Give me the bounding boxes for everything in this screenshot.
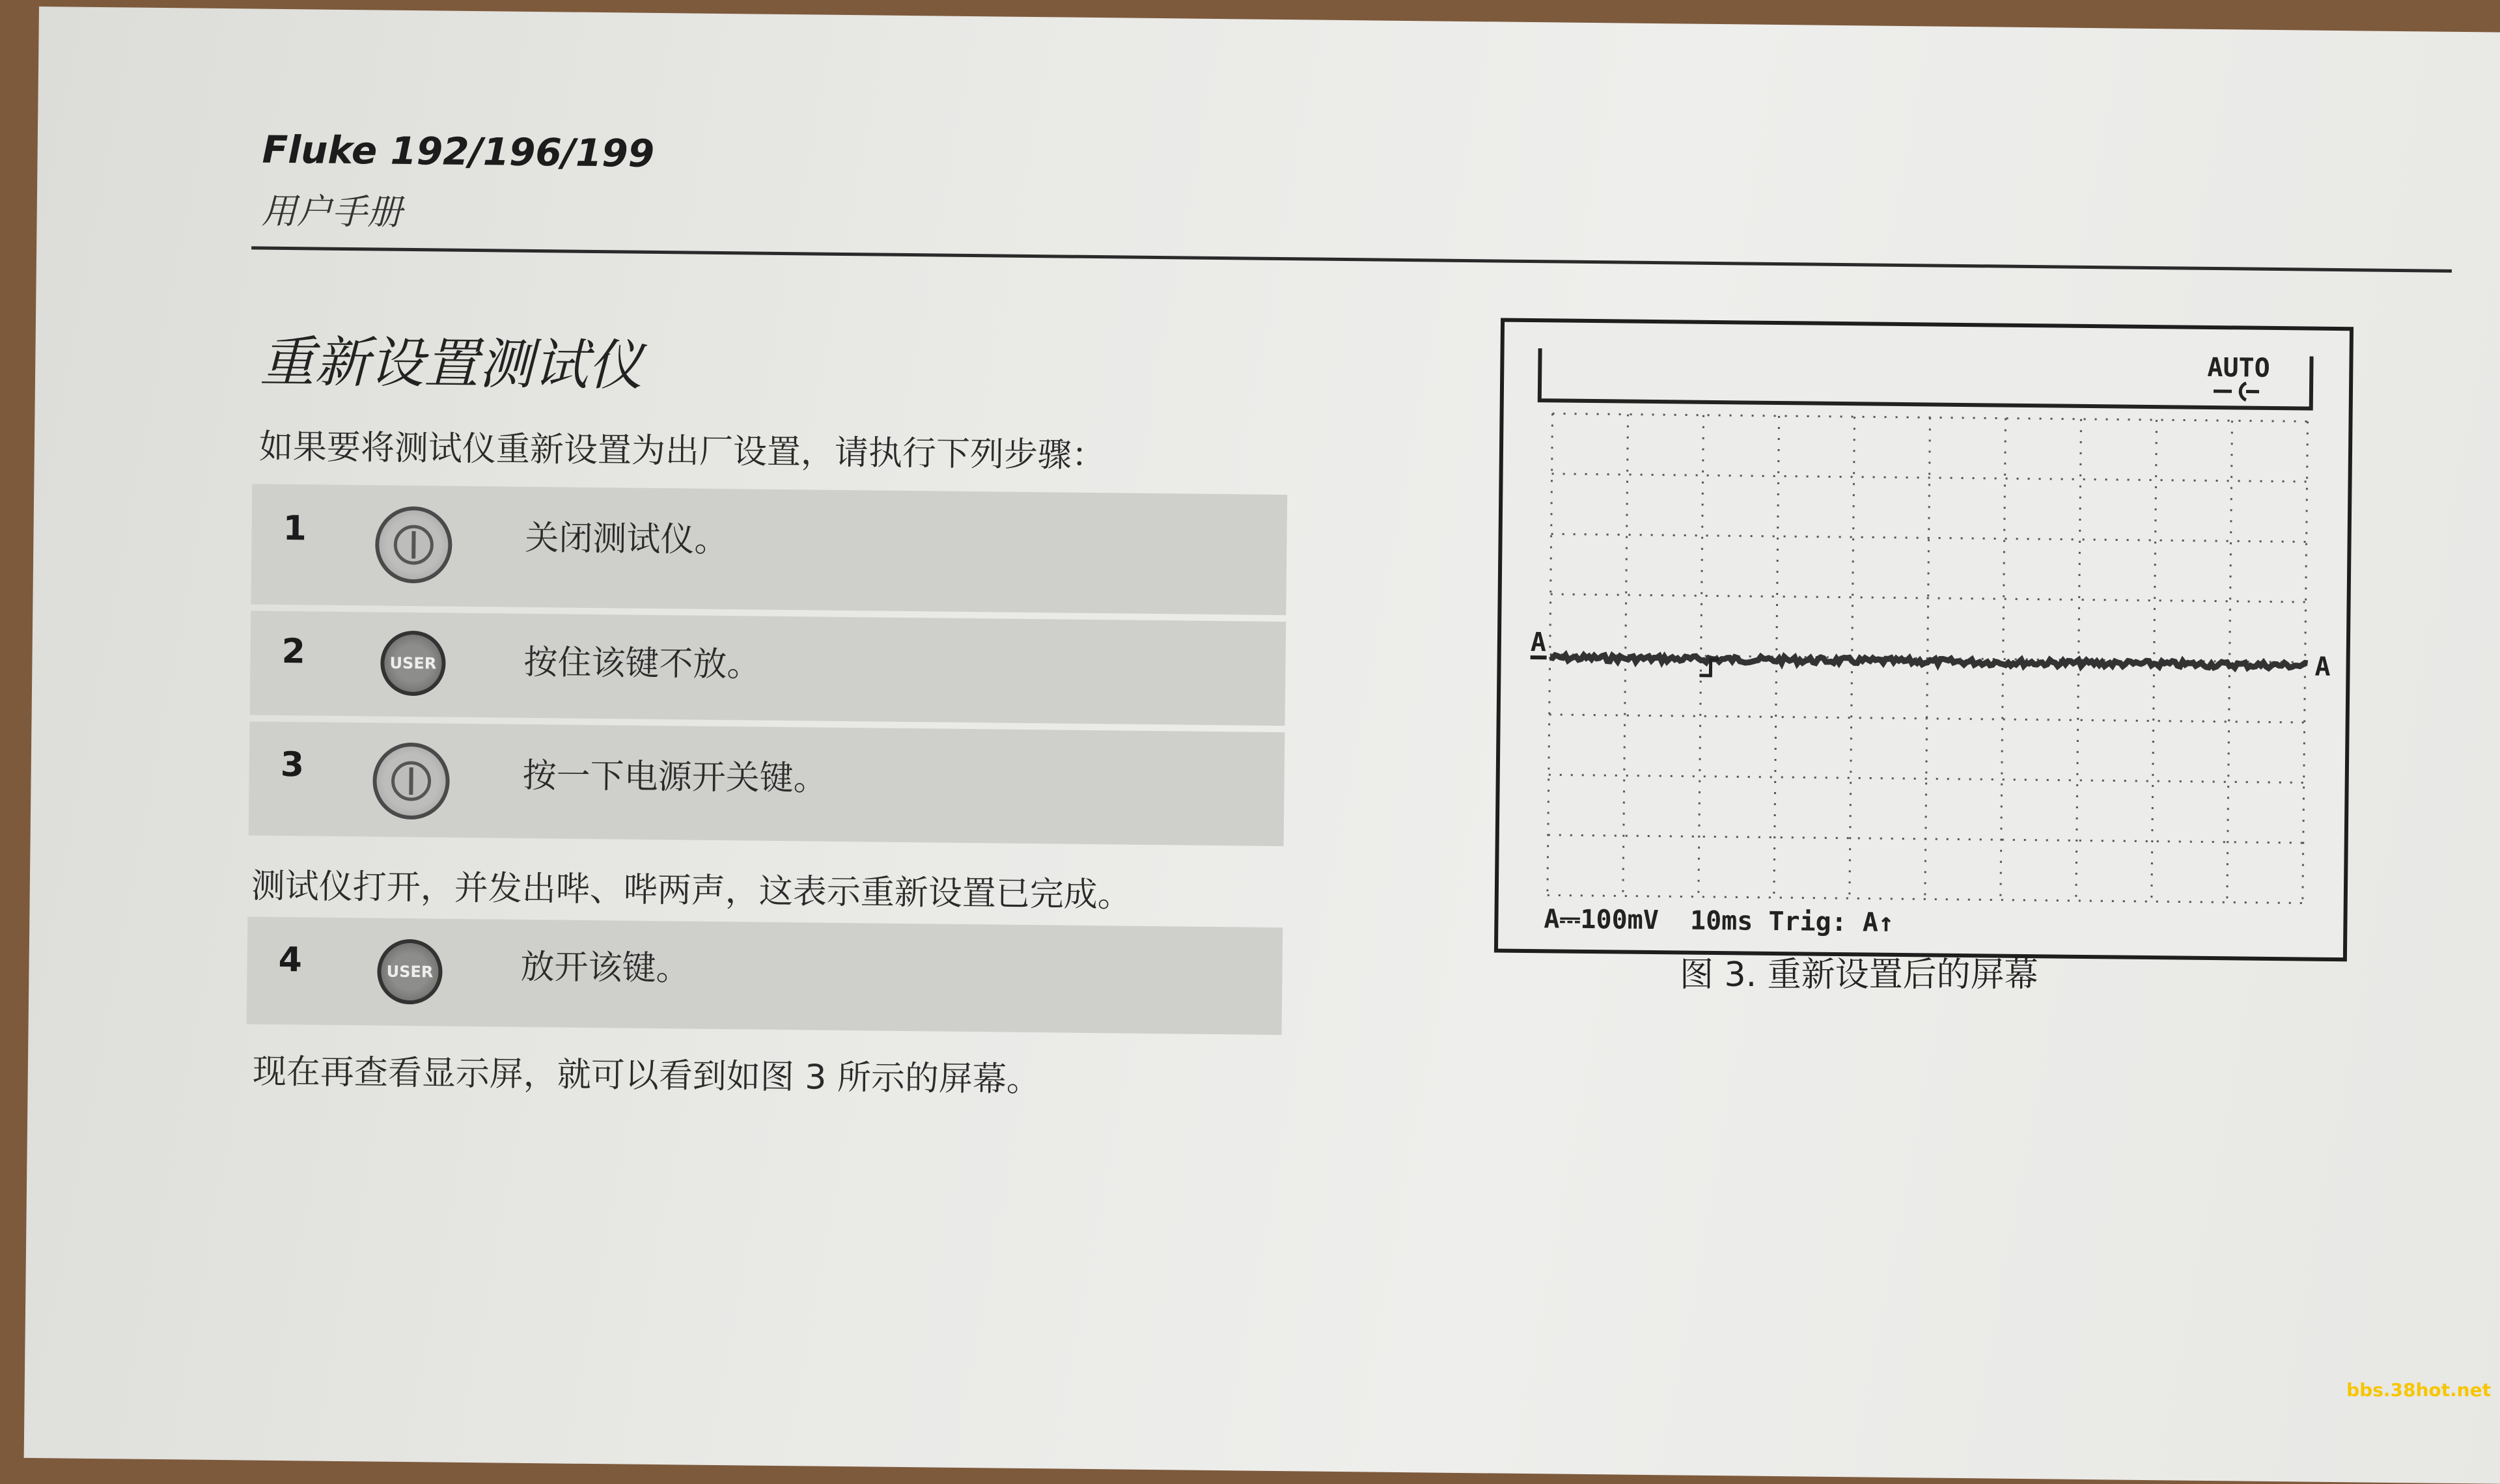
step-text: 放开该键。	[520, 939, 690, 990]
step-number: 3	[281, 745, 305, 784]
header-divider	[251, 246, 2452, 272]
manual-page	[24, 7, 2500, 1484]
signal-trace	[1550, 654, 2308, 668]
scope-readout: A⎓100mV 10ms Trig: A↑	[1544, 904, 1894, 938]
power-button-icon	[372, 742, 450, 819]
user-button-icon	[380, 631, 446, 696]
step-row-3	[249, 721, 1285, 846]
user-button-icon	[377, 939, 443, 1005]
scope-screen	[1498, 322, 2350, 958]
watermark: bbs.38hot.net	[2346, 1379, 2491, 1401]
user-key-label: USER	[387, 963, 434, 982]
step-row-4	[247, 916, 1283, 1035]
top-bracket	[1540, 348, 2312, 408]
reset-complete-text: 测试仪打开，并发出哔、哔两声，这表示重新设置已完成。	[251, 858, 1132, 916]
step-number: 2	[281, 632, 305, 671]
ac-coupling-icon	[2214, 383, 2259, 400]
header-subtitle: 用户手册	[261, 184, 402, 235]
step-row-2	[250, 611, 1286, 726]
step-number: 4	[278, 941, 302, 980]
section-title: 重新设置测试仪	[260, 318, 643, 401]
step-text: 关闭测试仪。	[525, 510, 729, 561]
scope-screen-figure	[1494, 318, 2354, 962]
step-text: 按住该键不放。	[523, 635, 761, 686]
user-key-label: USER	[389, 654, 436, 673]
step-number: 1	[283, 509, 307, 548]
power-button-icon	[375, 506, 452, 583]
trace-label-left: A	[1531, 627, 1547, 657]
final-text: 现在再查看显示屏，就可以看到如图 3 所示的屏幕。	[253, 1044, 1041, 1101]
figure-caption: 图 3. 重新设置后的屏幕	[1680, 947, 2038, 996]
step-text: 按一下电源开关键。	[522, 748, 827, 800]
auto-label: AUTO	[2207, 353, 2270, 383]
trace-label-right: A	[2314, 652, 2331, 682]
intro-text: 如果要将测试仪重新设置为出厂设置，请执行下列步骤：	[259, 419, 1106, 477]
header-title: Fluke 192/196/199	[262, 128, 654, 176]
step-row-1	[251, 484, 1287, 615]
